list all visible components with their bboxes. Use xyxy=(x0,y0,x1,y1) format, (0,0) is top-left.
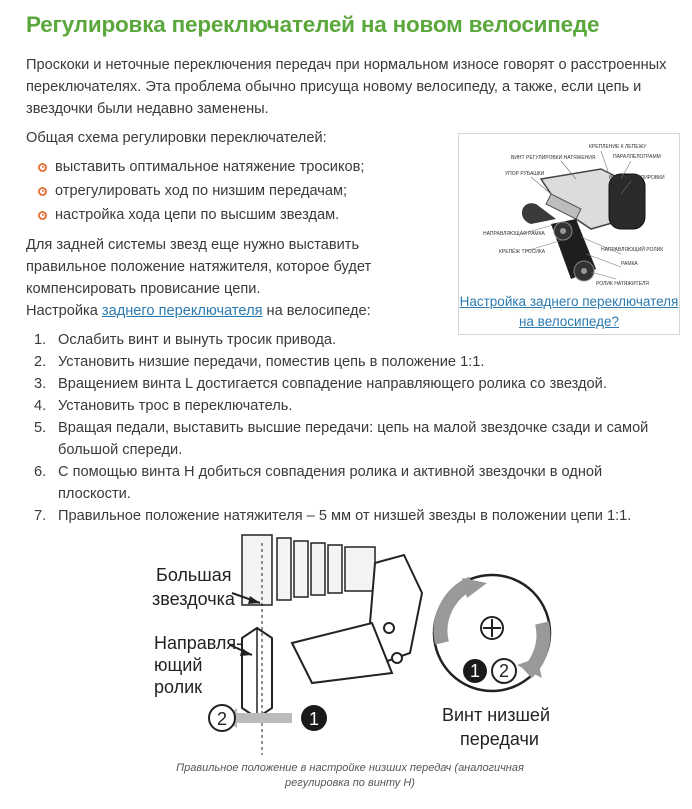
setup-line xyxy=(26,300,371,322)
photo-label: ВИНТ РЕГУЛИРОВКИ НАТЯЖЕНИЯ xyxy=(511,155,596,161)
photo-label: РОЛИК НАТЯЖИТЕЛЯ xyxy=(596,281,649,287)
list-item xyxy=(38,155,364,179)
bullet-text: настройка хода цепи по высшим звездам. xyxy=(55,207,340,223)
guide-roller-label: ролик xyxy=(154,677,203,697)
guide-roller-label: Направля- xyxy=(154,633,243,653)
bullet-list xyxy=(38,155,364,227)
page-title: Регулировка переключателей на новом велосипеде xyxy=(26,12,600,37)
step-number: 6. xyxy=(34,464,47,480)
derailleur-photo[interactable] xyxy=(481,139,665,289)
list-item xyxy=(26,395,676,417)
setup-text-before: Настройка xyxy=(26,303,102,319)
rear-system-paragraph: Для задней системы звезд еще нужно выставить правильное положение натяжителя, которое будет компенсировать провисание цепи. xyxy=(26,237,372,297)
big-sprocket-label: Большая xyxy=(156,565,232,585)
photo-label: ВИНТЫ РЕГУЛИРОВКИ xyxy=(609,175,665,181)
photo-label: ПАРАЛЛЕЛОГРАММ xyxy=(613,154,661,160)
step-text: Установить трос в переключатель. xyxy=(58,398,293,414)
step-text: Вращая педали, выставить высшие передачи: цепь на малой звездочке сзади и самой большой спереди. xyxy=(58,420,649,458)
step-text: Правильное положение натяжителя – 5 мм от низшей звезды в положении цепи 1:1. xyxy=(58,508,632,524)
bullet-icon xyxy=(38,163,47,172)
diagram-number-one: 1 xyxy=(308,709,320,729)
steps-list xyxy=(26,329,676,527)
low-gear-diagram xyxy=(142,533,562,755)
photo-label: НАПРАВЛЯЮЩИЙ РОЛИК xyxy=(601,247,664,253)
step-number: 7. xyxy=(34,508,47,524)
photo-label: КРЕПЛЕНИЕ К ЛЕПЕЖУ xyxy=(589,144,647,150)
list-item xyxy=(38,179,364,203)
figure-link[interactable]: Настройка заднего переключателя на велосипеде? xyxy=(459,294,679,329)
photo-label: РАМКА xyxy=(621,261,638,267)
list-item xyxy=(26,351,676,373)
step-text: С помощью винта H добиться совпадения ролика и активной звездочки в одной плоскости. xyxy=(58,464,603,502)
diagram-caption: Правильное положение в настройке низших передач (аналогичная регулировка по винту H) xyxy=(176,762,524,789)
step-number: 2. xyxy=(34,354,47,370)
diagram-number-two: 2 xyxy=(216,709,228,729)
screw-label: передачи xyxy=(460,729,539,749)
bullet-icon xyxy=(38,187,47,196)
bullet-text: выставить оптимальное натяжение тросиков; xyxy=(55,159,365,175)
screw-label: Винт низшей xyxy=(442,705,550,725)
list-item xyxy=(38,203,364,227)
step-number: 5. xyxy=(34,420,47,436)
rear-derailleur-link[interactable]: заднего переключателя xyxy=(101,303,263,319)
step-number: 1. xyxy=(34,332,47,348)
list-item xyxy=(26,461,676,505)
scheme-heading: Общая схема регулировки переключателей: xyxy=(26,130,327,146)
dial-number-one: 1 xyxy=(469,661,481,681)
photo-label: КРЕПЁЖ ТРОСИКА xyxy=(499,249,546,255)
list-item xyxy=(26,373,676,395)
list-item xyxy=(26,417,676,461)
step-text: Вращением винта L достигается совпадение направляющего ролика со звездой. xyxy=(58,376,607,392)
step-number: 3. xyxy=(34,376,47,392)
step-number: 4. xyxy=(34,398,47,414)
step-text: Ослабить винт и вынуть тросик привода. xyxy=(58,332,337,348)
derailleur-figure xyxy=(458,133,680,335)
intro-paragraph: Проскоки и неточные переключения передач при нормальном износе говорят о расстроенных переключателях. Эта проблема обычно присуща новому велосипеду, а также, если цепь и звездочки были недавно заменены. xyxy=(26,57,667,117)
guide-roller-label: ющий xyxy=(154,655,203,675)
photo-label: УПОР РУБАШКИ xyxy=(505,171,545,177)
setup-text-after: на велосипеде: xyxy=(262,303,371,319)
dial-number-two: 2 xyxy=(498,661,510,681)
big-sprocket-label: звездочка xyxy=(152,589,235,609)
list-item xyxy=(26,505,676,527)
step-text: Установить низшие передачи, поместив цепь в положение 1:1. xyxy=(58,354,485,370)
photo-label: НАПРАВЛЯЮЩАЯ РАМКА xyxy=(483,231,545,237)
bullet-text: отрегулировать ход по низшим передачам; xyxy=(55,183,348,199)
bullet-icon xyxy=(38,211,47,220)
